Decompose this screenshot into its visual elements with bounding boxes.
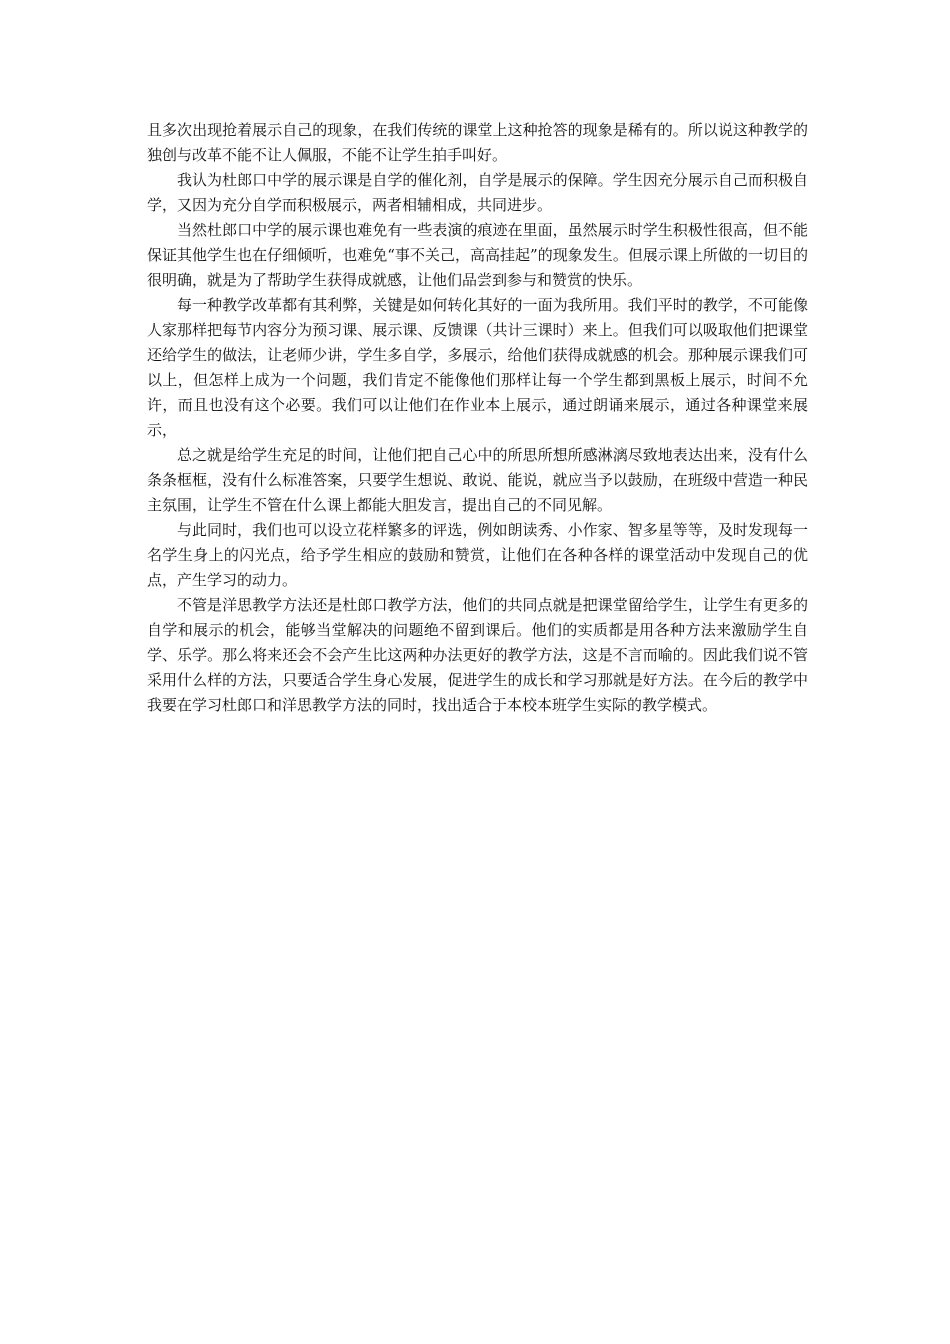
paragraph-6: 与此同时，我们也可以设立花样繁多的评选，例如朗读秀、小作家、智多星等等，及时发现每一名学生身上的闪光点，给予学生相应的鼓励和赞赏，让他们在各种各样的课堂活动中发现自己的优点，产生学习的动力。 — [147, 521, 808, 589]
paragraph-5: 总之就是给学生充足的时间，让他们把自己心中的所思所想所感淋漓尽致地表达出来，没有什么条条框框，没有什么标准答案，只要学生想说、敢说、能说，就应当予以鼓励，在班级中营造一种民主氛围，让学生不管在什么课上都能大胆发言，提出自己的不同见解。 — [147, 446, 808, 514]
paragraph-1: 且多次出现抢着展示自己的现象，在我们传统的课堂上这种抢答的现象是稀有的。所以说这种教学的独创与改革不能不让人佩服，不能不让学生拍手叫好。 — [147, 121, 808, 164]
paragraph-3: 当然杜郎口中学的展示课也难免有一些表演的痕迹在里面，虽然展示时学生积极性很高，但不能保证其他学生也在仔细倾听，也难免“事不关己，高高挂起”的现象发生。但展示课上所做的一切目的很明确，就是为了帮助学生获得成就感，让他们品尝到参与和赞赏的快乐。 — [147, 221, 808, 289]
paragraph-7: 不管是洋思教学方法还是杜郎口教学方法，他们的共同点就是把课堂留给学生，让学生有更多的自学和展示的机会，能够当堂解决的问题绝不留到课后。他们的实质都是用各种方法来激励学生自学、乐学。那么将来还会不会产生比这两种办法更好的教学方法，这是不言而喻的。因此我们说不管采用什么样的方法，只要适合学生身心发展，促进学生的成长和学习那就是好方法。在今后的教学中我要在学习杜郎口和洋思教学方法的同时，找出适合于本校本班学生实际的教学模式。 — [147, 596, 808, 714]
document-body — [147, 118, 808, 718]
paragraph-2: 我认为杜郎口中学的展示课是自学的催化剂，自学是展示的保障。学生因充分展示自己而积极自学，又因为充分自学而积极展示，两者相辅相成，共同进步。 — [147, 171, 808, 214]
paragraph-4: 每一种教学改革都有其利弊，关键是如何转化其好的一面为我所用。我们平时的教学，不可能像人家那样把每节内容分为预习课、展示课、反馈课（共计三课时）来上。但我们可以吸取他们把课堂还给学生的做法，让老师少讲，学生多自学，多展示，给他们获得成就感的机会。那种展示课我们可以上，但怎样上成为一个问题，我们肯定不能像他们那样让每一个学生都到黑板上展示，时间不允许，而且也没有这个必要。我们可以让他们在作业本上展示，通过朗诵来展示，通过各种课堂来展示， — [147, 296, 808, 439]
